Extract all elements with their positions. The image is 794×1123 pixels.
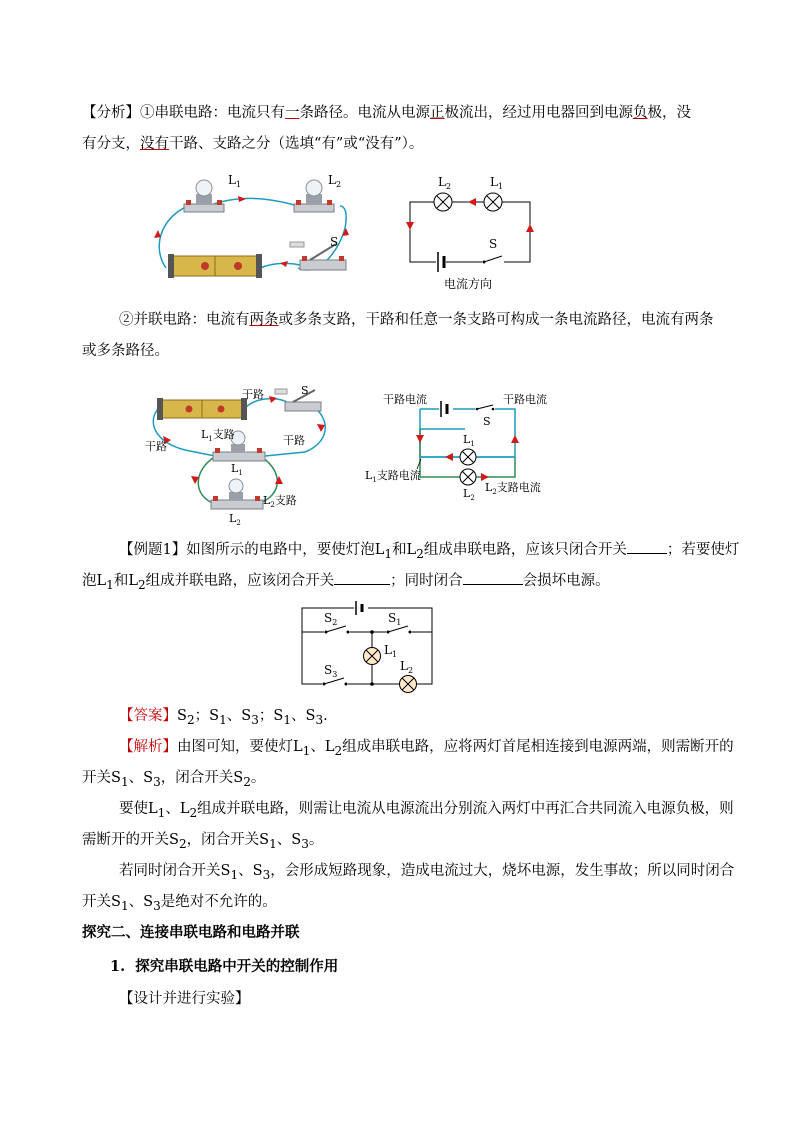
- solution-p1-line2: [82, 768, 265, 792]
- caption-current-direction: 电流方向: [444, 277, 493, 291]
- arrow-icon: [154, 230, 161, 238]
- text: ，闭合开关S: [160, 770, 244, 786]
- text: 需断开的开关S: [82, 832, 179, 848]
- label-S: S: [489, 237, 498, 251]
- text: 、S: [226, 708, 252, 724]
- label-main-current: 干路: [242, 388, 264, 401]
- label-L1: $L_1$: [228, 173, 242, 189]
- text: 若同时闭合开关S: [119, 863, 231, 879]
- battery: [157, 398, 247, 420]
- label-L2-branch-current: $L_2$支路电流: [485, 481, 541, 496]
- label-main-current-left: 干路电流: [383, 393, 427, 406]
- subscript: 1: [120, 774, 129, 789]
- text: S: [177, 708, 187, 724]
- label-S1: $S_1$: [388, 611, 402, 627]
- text: ，会形成短路现象，造成电流过大，烧坏电源，发生事故；所以同时闭合: [270, 863, 735, 879]
- subscript: 2: [243, 774, 251, 789]
- text: 或多条支路，干路和任意一条支路可构成一条电流路径，电流有两条: [278, 312, 714, 328]
- series-circuit-schematic: [398, 168, 543, 294]
- subscript: 1: [384, 546, 393, 561]
- solution-p2-line2: [82, 830, 323, 854]
- item-number: 1.: [110, 958, 126, 975]
- example-line2: [82, 570, 610, 595]
- subscript: 1: [269, 836, 277, 851]
- solution-tag: 【解析】: [119, 739, 177, 755]
- solution-p1-line1: [119, 737, 734, 761]
- label-S2: $S_2$: [324, 611, 338, 627]
- text: 条路径。电流从电源: [299, 105, 430, 121]
- arrow-icon: [238, 196, 246, 202]
- answer-line: [119, 706, 328, 730]
- label-L2: $L_2$: [438, 175, 452, 191]
- design-heading: 【设计并进行实验】: [119, 991, 250, 1007]
- text: 。: [308, 832, 324, 848]
- arrow-icon: [275, 476, 283, 484]
- arrow-icon: [317, 424, 325, 432]
- analysis-parallel-line1: [119, 310, 714, 330]
- parallel-circuit-schematic: [365, 385, 565, 503]
- text: .: [323, 708, 328, 724]
- text: 和L: [392, 542, 417, 558]
- label-main-current: 干路: [283, 434, 305, 447]
- label-S3: $S_3$: [324, 663, 338, 679]
- analysis-parallel-line2: 或多条路径。: [82, 343, 169, 359]
- label-L1-branch-current: $L_1$支路电流: [365, 469, 421, 484]
- analysis-series-line1: [82, 103, 691, 123]
- answer-fill: 两条: [249, 312, 279, 328]
- answer-blank[interactable]: [627, 539, 667, 554]
- arrow-icon: [526, 224, 534, 232]
- text: ，闭合开关S: [186, 832, 270, 848]
- text: ；S: [258, 708, 284, 724]
- solution-p3-line2: [82, 892, 277, 916]
- analysis-series-line2: [82, 134, 423, 154]
- subscript: 3: [153, 774, 161, 789]
- answer-blank[interactable]: [463, 570, 523, 585]
- label-L2: $L_2$: [229, 512, 241, 527]
- answer-fill: 正: [430, 105, 445, 121]
- subscript: 3: [262, 867, 271, 882]
- text: 有分支，: [82, 136, 140, 152]
- subscript: 3: [315, 712, 324, 727]
- answer-fill: 一: [285, 105, 300, 121]
- arrow-icon: [481, 473, 489, 481]
- subscript: 2: [186, 712, 195, 727]
- arrow-icon: [342, 228, 349, 236]
- text: 要使L: [119, 801, 158, 817]
- label-L2-branch: $L_2$支路: [263, 494, 297, 509]
- text: 泡L: [82, 573, 107, 589]
- label-L1-branch: $L_1$支路: [201, 428, 235, 443]
- text: 、S: [128, 770, 154, 786]
- subscript: 1: [120, 898, 129, 913]
- subscript: 2: [189, 805, 198, 820]
- section-heading: 探究二、连接串联电路和电路并联: [82, 924, 300, 941]
- subscript: 2: [178, 836, 187, 851]
- label-S: S: [330, 235, 339, 249]
- answer-tag: 【答案】: [119, 708, 177, 724]
- solution-p3-line1: [119, 861, 734, 885]
- text: 开关S: [82, 894, 121, 910]
- subscript: 2: [137, 577, 146, 592]
- series-circuit-photo: [150, 168, 360, 286]
- label-L1: $L_1$: [490, 175, 504, 191]
- arrow-icon: [406, 222, 414, 230]
- section-item: [110, 957, 338, 977]
- text: ②并联电路：电流有: [119, 312, 250, 328]
- subscript: 1: [230, 867, 239, 882]
- text: 如图所示的电路中，要使灯泡L: [186, 542, 385, 558]
- circuit-wire: [410, 202, 530, 262]
- text: 组成串联电路，应该只闭合开关: [423, 542, 627, 558]
- text: 开关S: [82, 770, 121, 786]
- label-L1: $L_1$: [231, 462, 243, 477]
- arrow-icon: [416, 435, 424, 443]
- bulb-L2: [211, 479, 263, 509]
- arrow-icon: [511, 435, 519, 443]
- text: 组成串联电路，应将两灯首尾相连接到电源两端，则需断开的: [342, 739, 734, 755]
- text: 干路、支路之分（选填“有”或“没有”）。: [169, 136, 424, 152]
- subscript: 1: [157, 805, 166, 820]
- text: 、L: [165, 801, 190, 817]
- label-L2: $L_2$: [328, 173, 342, 189]
- bulb-L1: [184, 180, 224, 212]
- subscript: 3: [301, 836, 309, 851]
- text: 、S: [291, 708, 316, 724]
- text: 、S: [276, 832, 302, 848]
- item-text: 探究串联电路中开关的控制作用: [135, 958, 339, 975]
- text: 极，没: [647, 105, 691, 121]
- text: 是绝对不允许的。: [160, 894, 277, 910]
- subscript: 3: [153, 898, 161, 913]
- text: ；S: [194, 708, 220, 724]
- text: ；若要使灯: [666, 542, 740, 558]
- example-circuit: [292, 598, 442, 696]
- label-L2: $L_2$: [400, 659, 414, 675]
- text: 组成并联电路，应该闭合开关: [145, 573, 335, 589]
- text: 极流出，经过用电器回到电源: [444, 105, 633, 121]
- subscript: 2: [416, 546, 424, 561]
- arrow-icon: [468, 198, 476, 206]
- parallel-circuit-photo: [145, 380, 335, 530]
- text: ①串联电路：电流只有: [140, 105, 285, 121]
- text: 和L: [113, 573, 138, 589]
- text: 组成并联电路，则需让电流从电源流出分别流入两灯中再汇合共同流入电源负极，则: [197, 801, 734, 817]
- arrow-icon: [445, 453, 453, 461]
- text: 会损坏电源。: [522, 573, 610, 589]
- answer-fill: 没有: [140, 136, 169, 152]
- solution-p2-line1: [119, 799, 734, 823]
- answer-blank[interactable]: [334, 570, 390, 585]
- answer-fill: 负: [633, 105, 648, 121]
- label-S: S: [301, 384, 309, 397]
- text: 、L: [310, 739, 335, 755]
- battery: [168, 254, 262, 278]
- analysis-tag: 【分析】: [82, 105, 140, 121]
- subscript: 1: [106, 577, 114, 592]
- label-L2: $L_2$: [463, 487, 475, 502]
- example-tag: 【例题1】: [119, 542, 187, 558]
- subscript: 1: [283, 712, 291, 727]
- example-line1: [119, 539, 739, 564]
- text: 、S: [128, 894, 154, 910]
- text: ；同时闭合: [390, 573, 463, 589]
- text: 、S: [238, 863, 263, 879]
- text: 由图可知，要使灯L: [177, 739, 303, 755]
- subscript: 1: [302, 743, 311, 758]
- label-L1: $L_1$: [384, 643, 398, 659]
- subscript: 3: [251, 712, 259, 727]
- subscript: 1: [219, 712, 227, 727]
- subscript: 2: [334, 743, 343, 758]
- text: 。: [250, 770, 266, 786]
- label-S: S: [483, 415, 491, 428]
- label-main-current: 干路: [145, 440, 167, 453]
- label-L1: $L_1$: [463, 433, 475, 448]
- label-main-current-right: 干路电流: [503, 393, 547, 406]
